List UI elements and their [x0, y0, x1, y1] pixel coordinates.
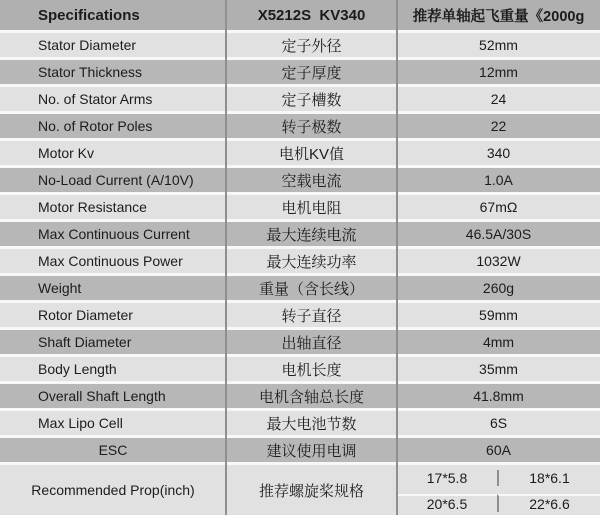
spec-label-en: Motor Kv [38, 145, 95, 161]
column-divider [225, 0, 227, 515]
table-row [0, 300, 600, 327]
column-divider [396, 0, 398, 515]
spec-label-cn: 电机长度 [281, 361, 342, 379]
spec-label-cn: 最大连续电流 [266, 226, 357, 244]
spec-label-cn: 最大连续功率 [266, 253, 357, 271]
spec-value: 4mm [482, 334, 515, 350]
spec-label-cn: 推荐螺旋桨规格 [258, 482, 364, 500]
prop-value: 18*6.1 [497, 470, 600, 486]
spec-label-cn: 定子厚度 [281, 64, 342, 82]
spec-value: 59mm [479, 307, 518, 323]
prop-values-grid [397, 465, 600, 515]
spec-value: 60A [486, 442, 511, 458]
spec-label-en: No-Load Current (A/10V) [38, 172, 194, 188]
spec-value: 1032W [476, 253, 521, 269]
spec-value: 260g [482, 280, 515, 296]
spec-label-en: Shaft Diameter [38, 334, 132, 350]
prop-value: 22*6.6 [497, 494, 600, 512]
header-takeoff-weight: 推荐单轴起飞重量《2000g [412, 8, 585, 25]
table-row-recommended-prop [0, 462, 600, 515]
spec-value: 41.8mm [473, 388, 524, 404]
spec-value: 1.0A [484, 172, 513, 188]
spec-value: 12mm [479, 64, 518, 80]
spec-label-cn: 最大电池节数 [266, 415, 357, 433]
spec-value: 67mΩ [479, 199, 518, 215]
table-row [0, 381, 600, 408]
spec-label-cn: 空载电流 [281, 172, 342, 190]
prop-value: 20*6.5 [397, 494, 497, 512]
header-model: X5212S KV340 [257, 6, 366, 24]
table-row [0, 84, 600, 111]
spec-value: 22 [490, 118, 507, 134]
spec-value: 46.5A/30S [465, 226, 532, 242]
spec-label-en: Weight [38, 280, 82, 296]
table-row [0, 246, 600, 273]
table-row [0, 408, 600, 435]
spec-value: 340 [486, 145, 511, 161]
spec-label-cn: 出轴直径 [281, 334, 342, 352]
spec-label-cn: 转子极数 [281, 118, 342, 136]
prop-value: 17*5.8 [426, 469, 468, 486]
spec-label-en: Recommended Prop(inch) [31, 482, 195, 498]
spec-label-en: No. of Rotor Poles [38, 118, 153, 134]
spec-label-en: Max Lipo Cell [38, 415, 123, 431]
spec-label-en: Stator Thickness [38, 64, 143, 80]
table-row [0, 327, 600, 354]
spec-value: 6S [489, 415, 508, 431]
spec-value: 35mm [479, 361, 518, 377]
spec-label-cn: 建议使用电调 [266, 442, 357, 460]
spec-label-cn: 重量（含长线） [258, 280, 364, 298]
table-row [0, 165, 600, 192]
table-row [0, 354, 600, 381]
spec-label-cn: 电机KV值 [278, 145, 344, 163]
table-row [0, 192, 600, 219]
table-row [0, 273, 600, 300]
table-row [0, 219, 600, 246]
spec-label-en: Rotor Diameter [38, 307, 133, 323]
table-row [0, 30, 600, 57]
spec-label-en: No. of Stator Arms [38, 91, 153, 107]
spec-label-en: Max Continuous Power [38, 253, 183, 269]
spec-label-en: Max Continuous Current [38, 226, 190, 242]
spec-label-cn: 定子槽数 [281, 91, 342, 109]
spec-value: 24 [490, 91, 507, 107]
table-row [0, 138, 600, 165]
spec-value: 52mm [479, 37, 518, 53]
spec-label-cn: 电机电阻 [281, 199, 342, 217]
spec-label-cn: 转子直径 [281, 307, 342, 325]
spec-label-en: Motor Resistance [38, 199, 147, 215]
table-row [0, 111, 600, 138]
spec-label-en: Stator Diameter [38, 37, 137, 53]
table-row [0, 57, 600, 84]
spec-label-cn: 电机含轴总长度 [258, 388, 364, 406]
header-specifications: Specifications [38, 6, 140, 24]
table-header-row [0, 0, 600, 30]
spec-label-en: Overall Shaft Length [38, 388, 166, 404]
table-row [0, 435, 600, 462]
spec-label-en: ESC [98, 442, 128, 458]
spec-label-en: Body Length [38, 361, 117, 377]
spec-label-cn: 定子外径 [281, 37, 342, 55]
